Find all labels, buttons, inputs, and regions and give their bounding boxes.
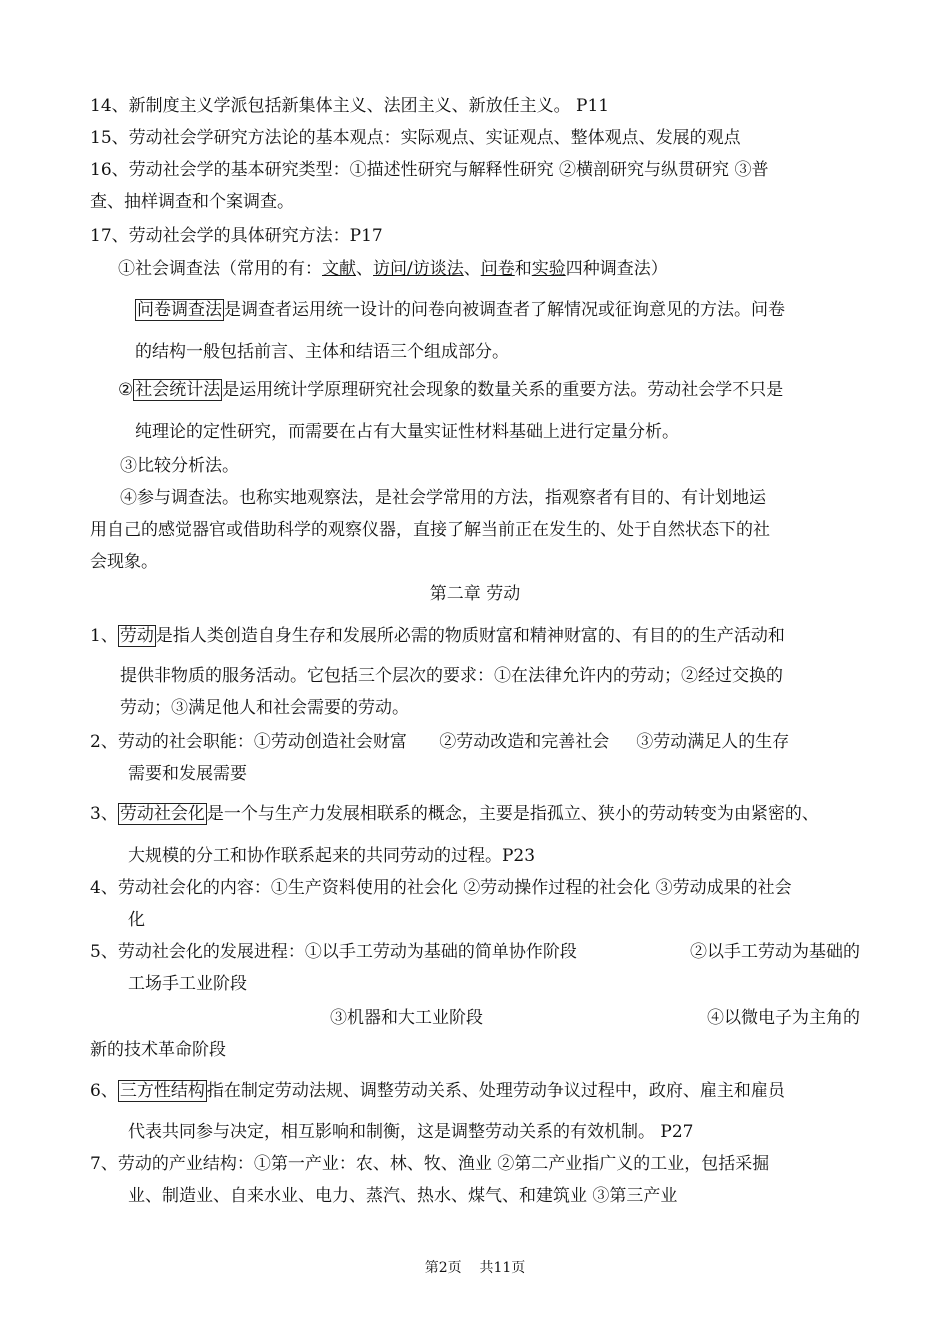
- method-2-line1: [118, 374, 878, 406]
- questionnaire-line2: 的结构一般包括前言、主体和结语三个组成部分。: [135, 342, 509, 362]
- c5-line3-left: ③机器和大工业阶段: [330, 1008, 483, 1028]
- c7-line2: 业、制造业、自来水业、电力、蒸汽、热水、煤气、和建筑业 ③第三产业: [128, 1186, 678, 1206]
- c3-number: 3、: [90, 804, 118, 824]
- term-experiment: 实验: [531, 259, 566, 279]
- chapter-title: 第二章 劳动: [429, 584, 521, 604]
- c4-line2: 化: [128, 910, 145, 930]
- boxed-term-tripartite: 三方性结构: [119, 1081, 205, 1101]
- questionnaire-line1: [135, 294, 875, 326]
- c6-line2: 代表共同参与决定，相互影响和制衡，这是调整劳动关系的有效机制。 P27: [128, 1122, 694, 1142]
- boxed-term-labor: 劳动: [119, 626, 154, 646]
- c2-line2: 需要和发展需要: [128, 764, 247, 784]
- method-1: [118, 253, 898, 285]
- method-1-prefix: ①社会调查法（常用的有：: [118, 259, 322, 279]
- c5-line2: 工场手工业阶段: [128, 974, 247, 994]
- labor-definition: 是指人类创造自身生存和发展所必需的物质财富和精神财富的、有目的的生产活动和: [155, 626, 785, 646]
- method-4-line2: 用自己的感觉器官或借助科学的观察仪器，直接了解当前正在发生的、处于自然状态下的社: [90, 520, 770, 540]
- item-16-line1: 16、劳动社会学的基本研究类型：①描述性研究与解释性研究 ②横剖研究与纵贯研究 ③普: [90, 160, 769, 180]
- boxed-term-labor-socialization: 劳动社会化: [119, 804, 205, 824]
- questionnaire-definition: 是调查者运用统一设计的问卷向被调查者了解情况或征询意见的方法。问卷: [224, 300, 785, 320]
- c5-line4: 新的技术革命阶段: [90, 1040, 226, 1060]
- c1-line2: 提供非物质的服务活动。它包括三个层次的要求：①在法律允许内的劳动；②经过交换的: [120, 666, 783, 686]
- c4-line1: 4、劳动社会化的内容：①生产资料使用的社会化 ②劳动操作过程的社会化 ③劳动成果的社会: [90, 878, 792, 898]
- term-questionnaire: 问卷: [480, 259, 515, 279]
- method-4-line1: ④参与调查法。也称实地观察法，是社会学常用的方法，指观察者有目的、有计划地运: [120, 488, 766, 508]
- c6-line1: [90, 1075, 870, 1107]
- c5-line3-right: ④以微电子为主角的: [707, 1008, 860, 1028]
- c1-line3: 劳动；③满足他人和社会需要的劳动。: [120, 698, 409, 718]
- c2-line1: 2、劳动的社会职能：①劳动创造社会财富 ②劳动改造和完善社会 ③劳动满足人的生存: [90, 732, 790, 752]
- item-14: 14、新制度主义学派包括新集体主义、法团主义、新放任主义。 P11: [90, 96, 610, 116]
- item-16-line2: 查、抽样调查和个案调查。: [90, 192, 294, 212]
- method-2-number: ②: [118, 380, 134, 400]
- sep: 和: [514, 259, 532, 279]
- statistics-definition: 是运用统计学原理研究社会现象的数量关系的重要方法。劳动社会学不只是: [222, 380, 784, 400]
- c1-number: 1、: [90, 626, 118, 646]
- sep: 、: [463, 259, 481, 279]
- c5-line1-left: 5、劳动社会化的发展进程：①以手工劳动为基础的简单协作阶段: [90, 942, 577, 962]
- method-1-suffix: 四种调查法）: [565, 259, 668, 279]
- method-3: ③比较分析法。: [120, 456, 239, 476]
- c5-line1: [90, 936, 870, 968]
- page-footer: 第2页 共11页: [424, 1260, 526, 1276]
- term-interview: 访问/访谈法: [373, 259, 464, 279]
- c5-line1-right: ②以手工劳动为基础的: [690, 942, 860, 962]
- tripartite-definition: 指在制定劳动法规、调整劳动关系、处理劳动争议过程中，政府、雇主和雇员: [206, 1081, 785, 1101]
- c6-number: 6、: [90, 1081, 118, 1101]
- item-15: 15、劳动社会学研究方法论的基本观点：实际观点、实证观点、整体观点、发展的观点: [90, 128, 741, 148]
- boxed-term-statistics: 社会统计法: [135, 380, 221, 400]
- term-literature: 文献: [322, 259, 356, 279]
- item-17: 17、劳动社会学的具体研究方法：P17: [90, 226, 383, 246]
- c7-line1: 7、劳动的产业结构：①第一产业：农、林、牧、渔业 ②第二产业指广义的工业，包括采掘: [90, 1154, 770, 1174]
- boxed-term-questionnaire: 问卷调查法: [137, 300, 222, 320]
- c3-line2: 大规模的分工和协作联系起来的共同劳动的过程。P23: [128, 846, 536, 866]
- method-4-line3: 会现象。: [90, 552, 158, 572]
- c3-line1: [90, 798, 870, 830]
- sep: 、: [356, 259, 373, 279]
- method-2-line2: 纯理论的定性研究，而需要在占有大量实证性材料基础上进行定量分析。: [135, 422, 679, 442]
- labor-socialization-definition: 是一个与生产力发展相联系的概念，主要是指孤立、狭小的劳动转变为由紧密的、: [206, 804, 819, 824]
- c1-line1: [90, 620, 870, 652]
